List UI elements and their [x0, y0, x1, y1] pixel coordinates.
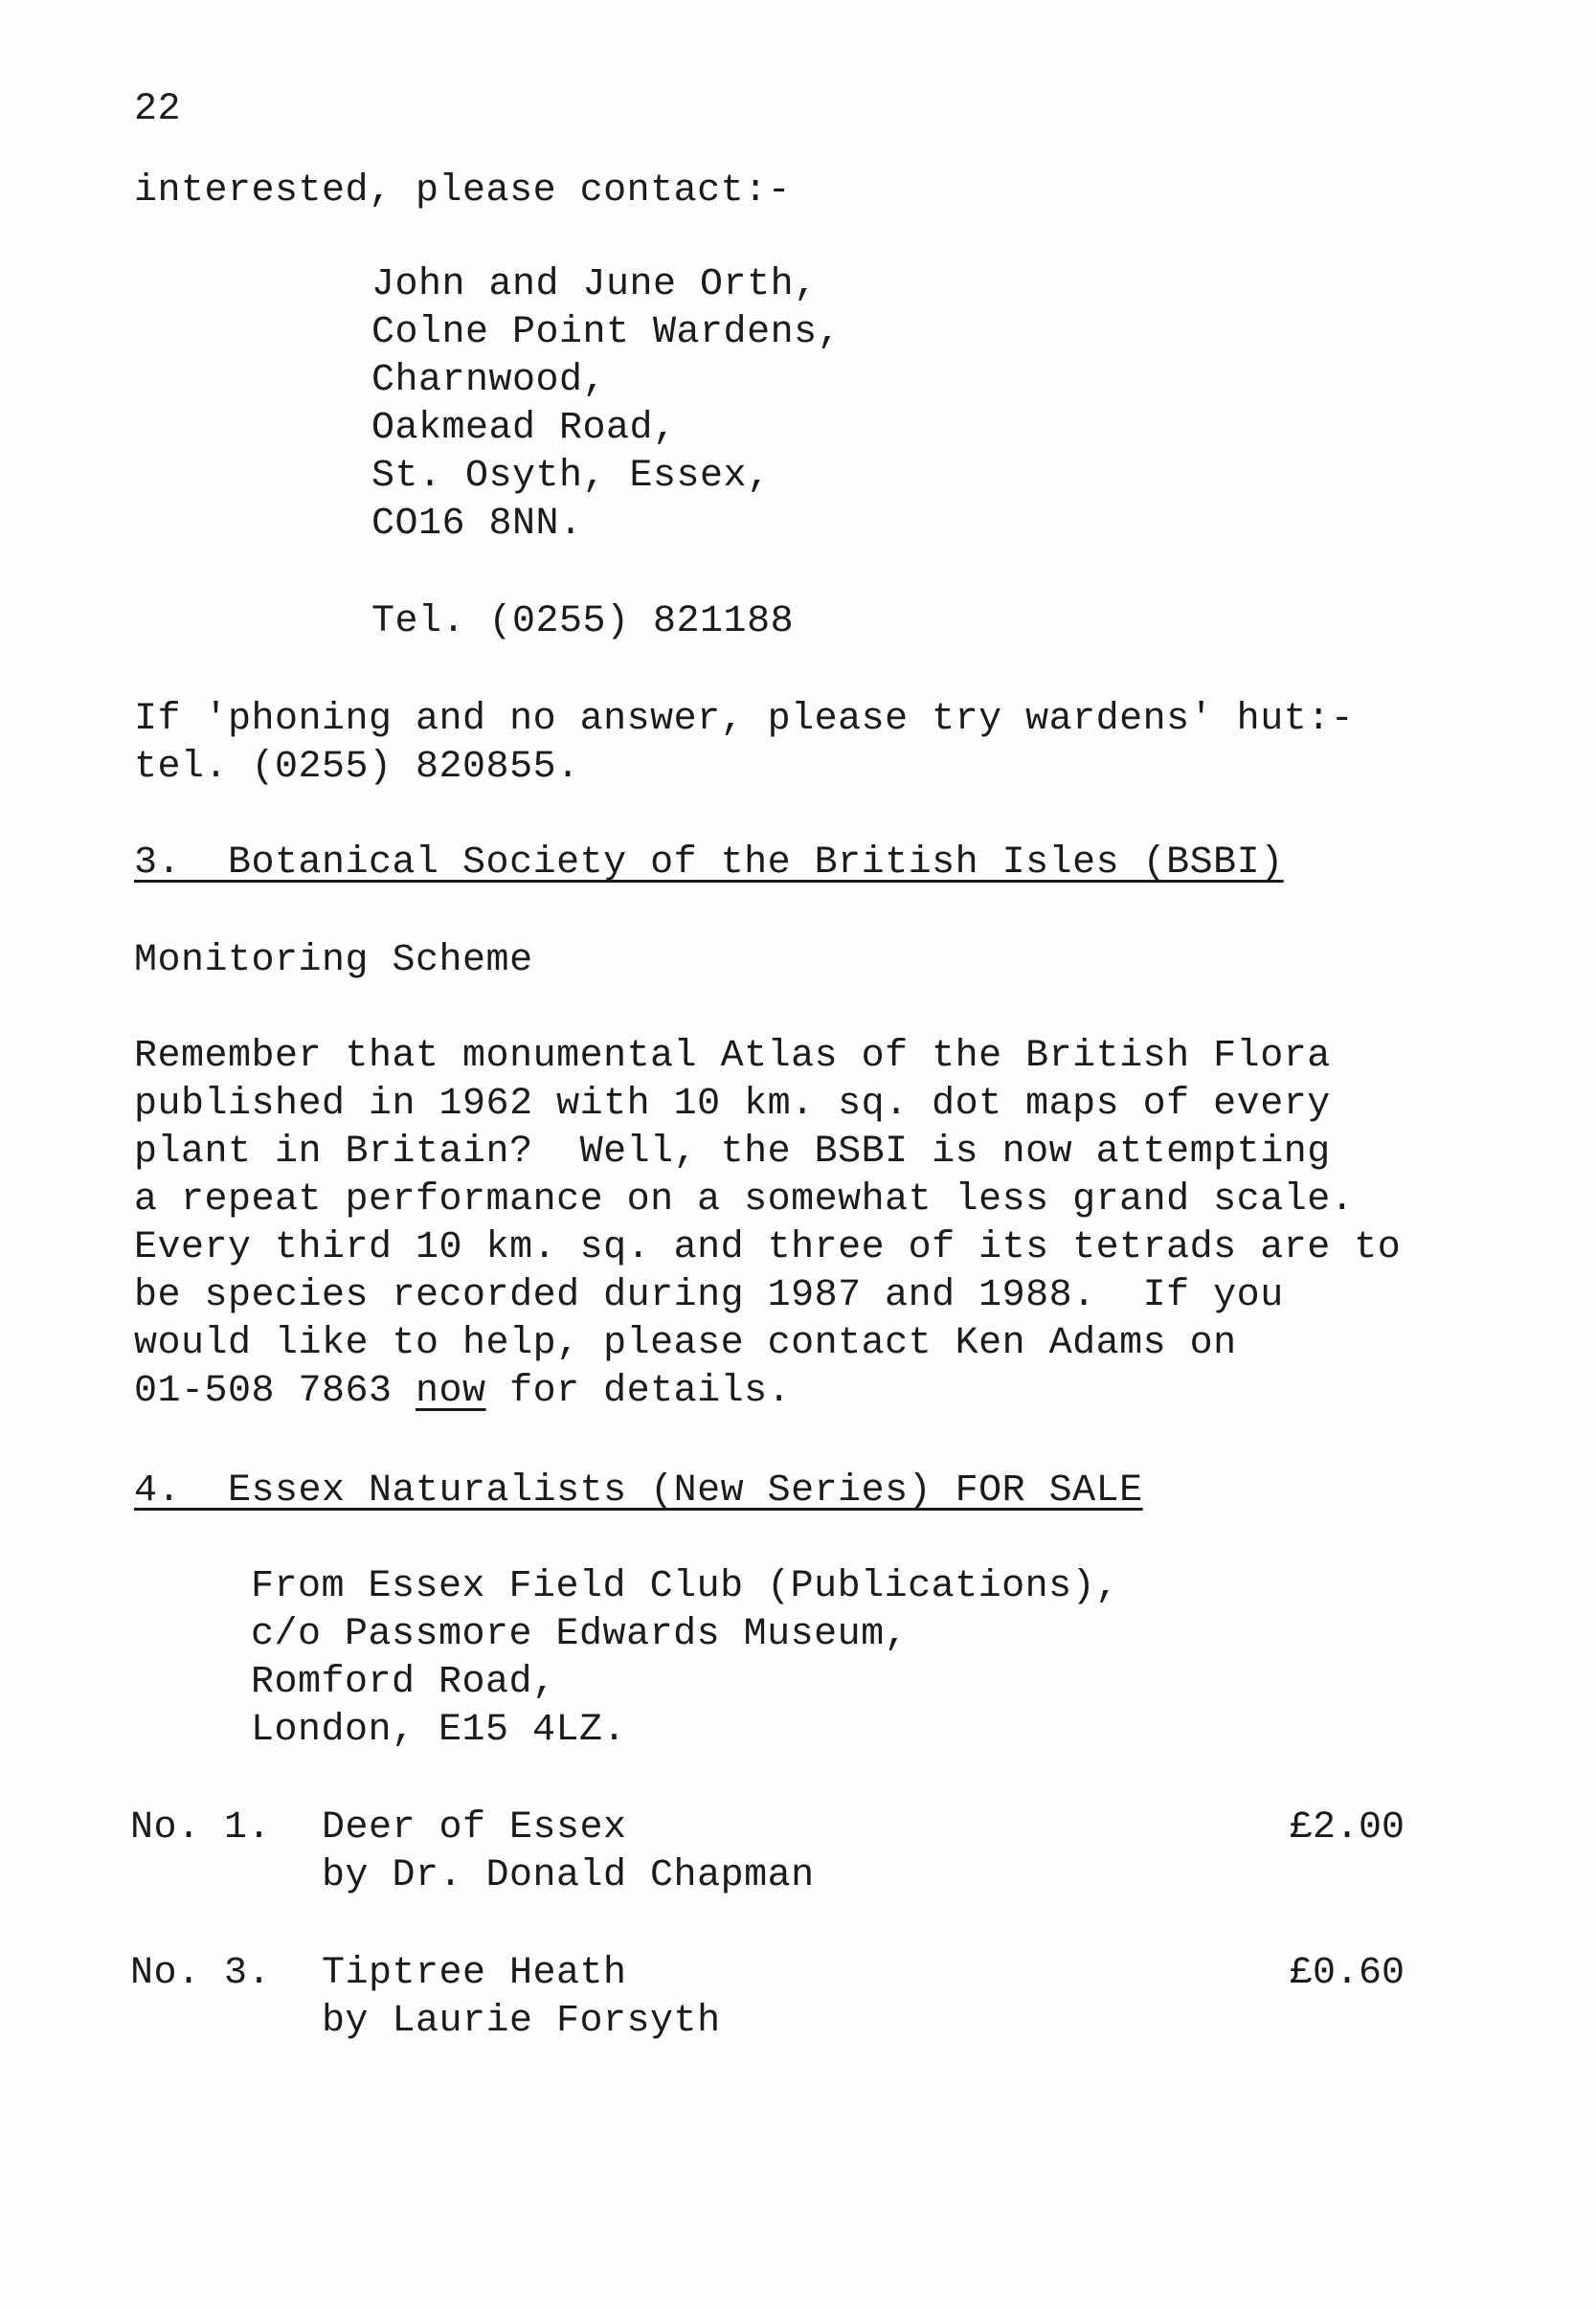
- emphasis-now: now: [416, 1370, 486, 1413]
- address-line: St. Osyth, Essex,: [371, 455, 771, 498]
- address-line: Colne Point Wardens,: [371, 311, 842, 354]
- body-line: plant in Britain? Well, the BSBI is now attempting: [134, 1131, 1331, 1174]
- section-4-heading: 4. Essex Naturalists (New Series) FOR SALE: [134, 1469, 1143, 1513]
- body-text: for details.: [485, 1370, 792, 1413]
- address-line: Charnwood,: [371, 359, 607, 402]
- address-line: CO16 8NN.: [371, 503, 583, 546]
- item-price: £0.60: [1289, 1952, 1405, 1995]
- body-last-line: [134, 1368, 791, 1416]
- note-line: tel. (0255) 820855.: [134, 746, 580, 789]
- body-line: a repeat performance on a somewhat less grand scale.: [134, 1178, 1355, 1222]
- address-line: Romford Road,: [251, 1661, 556, 1704]
- item-title: Deer of Essex: [322, 1806, 627, 1849]
- contact-telephone: Tel. (0255) 821188: [371, 600, 795, 643]
- section-3-heading: 3. Botanical Society of the British Isles (BSBI): [134, 841, 1284, 885]
- body-line: would like to help, please contact Ken Adams on: [134, 1322, 1237, 1365]
- body-text: 01-508 7863: [134, 1370, 416, 1413]
- page-number: 22: [134, 88, 182, 131]
- address-line: John and June Orth,: [371, 263, 818, 306]
- body-line: published in 1962 with 10 km. sq. dot maps of every: [134, 1083, 1331, 1126]
- address-line: London, E15 4LZ.: [251, 1709, 627, 1752]
- body-line: Every third 10 km. sq. and three of its tetrads are to: [134, 1226, 1402, 1269]
- item-number: No. 3.: [130, 1952, 272, 1995]
- address-line: From Essex Field Club (Publications),: [251, 1565, 1119, 1608]
- address-line: Oakmead Road,: [371, 407, 677, 450]
- item-title: Tiptree Heath: [322, 1952, 627, 1995]
- body-line: be species recorded during 1987 and 1988. If you: [134, 1274, 1284, 1317]
- section-3-subheading: Monitoring Scheme: [134, 939, 533, 982]
- item-price: £2.00: [1289, 1806, 1405, 1849]
- address-line: c/o Passmore Edwards Museum,: [251, 1613, 909, 1656]
- item-author: by Dr. Donald Chapman: [322, 1854, 815, 1897]
- body-line: Remember that monumental Atlas of the British Flora: [134, 1035, 1331, 1078]
- note-line: If 'phoning and no answer, please try wardens' hut:-: [134, 698, 1355, 741]
- item-number: No. 1.: [130, 1806, 272, 1849]
- item-author: by Laurie Forsyth: [322, 2000, 721, 2043]
- intro-line: interested, please contact:-: [134, 169, 792, 213]
